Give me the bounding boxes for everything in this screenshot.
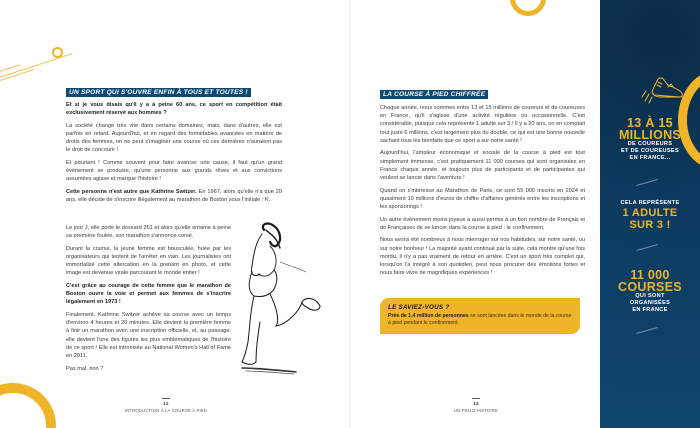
closing-line: Pas mal, non ? <box>66 365 104 372</box>
runner-illustration <box>236 222 336 378</box>
stat-caption: ORGANISÉES <box>629 300 671 306</box>
right-text <box>380 104 585 282</box>
footer-right <box>436 398 516 413</box>
paragraph: Aujourd'hui, l'ampleur économique et sociale de la course à pied est tout simplement immense, c'est pratiquement 11 000 courses qui sont organisées en France chaque année, et toujours plus de participants et de participantes qui veulent se lancer dans l'aventure ! <box>380 150 585 182</box>
page-number: 13 <box>473 401 479 406</box>
callout-bold: Près de 1,4 million de personnes <box>388 313 469 319</box>
footer-dash <box>472 398 480 399</box>
running-title: INTRODUCTION À LA COURSE À PIED <box>124 408 208 413</box>
callout-text: se sont lancées dans le monde de la course à pied pendant le confinement. <box>388 313 572 327</box>
separator-line <box>636 327 657 334</box>
paragraph: Chaque année, nous sommes entre 13 et 15 millions de coureurs et de coureuses en France, qu'il s'agisse d'une activité régulière ou occasionnelle. C'est considérable, puisque cela représente 1 adulte sur 3 ! Il y a 20 ans, on en comptait tout juste 6 millions, c'est largement plus du double, ce qui est une bonne nouvelle sachant tous les bienfaits que ce sport a sur notre santé ! <box>380 105 585 144</box>
switzer-text: En 1967, alors qu'elle n'a que 20 ans, elle décide de s'inscrire illégalement au marathon de Boston sous l'initiale : K. <box>66 189 282 204</box>
stats-sidebar <box>600 0 700 428</box>
paragraph: Un autre évènement moins joyeux a aussi permis à un bon nombre de Français et de Françaises de se lancer dans la course à pied : le confinement. <box>380 216 585 231</box>
paragraph <box>66 188 282 204</box>
decorative-ring <box>52 47 63 58</box>
page-gutter <box>349 0 351 428</box>
stat-big: 11 000 <box>630 268 670 282</box>
callout-body <box>388 313 572 328</box>
section-title-right: LA COURSE À PIED CHIFFRÉE <box>380 90 488 99</box>
stat-big: 1 ADULTE <box>622 207 678 219</box>
decorative-ring <box>0 383 56 428</box>
running-title: UN PEU D'HISTOIRE <box>454 408 498 413</box>
switzer-bold: Cette personne n'est autre que Kathrine Switzer. <box>66 189 197 195</box>
paragraph: Le jour J, elle porte le dossard 261 et alors qu'elle entame à peine sa première foulée, son marathon s'annonce corsé. <box>66 225 231 240</box>
bold-paragraph: C'est grâce au courage de cette femme que le marathon de Boston ouvre la voie et permet aux femmes de s'inscrire légalement en 1973 ! <box>66 283 231 306</box>
separator-line <box>636 179 657 186</box>
paragraph: La société change très vite dans certains domaines, mais, dans d'autres, elle est parfois en retard. Aujourd'hui, et en regard des formidables avancées en matière de droits des femmes, on ne peut s'imaginer une course où ces dernières n'auraient pas le droit de concourir ! <box>66 122 282 154</box>
running-shoe-icon <box>640 75 685 107</box>
paragraph: Durant la course, la jeune femme est bousculée, huée par les organisateurs qui tentent de l'arrêter en vain. Les journalistes ont immortalisé cette altercation en la prenant en photo, et cette image est devenue virale parcourant le monde entier ! <box>66 245 231 277</box>
stat-caption: DE COUREURS <box>627 141 673 147</box>
stat-races <box>600 269 700 314</box>
left-text-top <box>66 101 282 209</box>
page-number: 12 <box>163 401 169 406</box>
footer-left <box>116 398 216 413</box>
section-title-left: UN SPORT QUI S'OUVRE ENFIN À TOUS ET TOUTES ! <box>66 88 251 97</box>
callout-title: LE SAVIEZ-VOUS ? <box>388 304 450 311</box>
stat-big: COURSES <box>618 280 682 294</box>
stat-big: MILLIONS <box>618 128 682 142</box>
footer-dash <box>162 398 170 399</box>
paragraph: Finalement, Kathrine Switzer achève sa course avec un temps d'environ 4 heures et 20 minutes. Elle devient la première femme à finir un marathon avec une inscription officielle, et, au passage, elle devient l'une des figures les plus emblématiques de l'histoire de ce sport ! Elle est intronisée au National Women's Hall of Fame en 2011. <box>66 312 231 360</box>
stat-adults <box>600 200 700 231</box>
did-you-know-callout <box>380 298 580 334</box>
left-text-narrow <box>66 224 231 377</box>
stat-caption: ET DE COUREUSES <box>621 148 679 154</box>
stat-runners <box>600 117 700 162</box>
stat-caption: EN FRANCE... <box>629 155 671 161</box>
lead-question: Et si je vous disais qu'il y a à peine 60 ans, ce sport en compétition était exclusivement réservé aux hommes ? <box>66 102 282 117</box>
paragraph: Quand on s'intéresse au Marathon de Paris, ce sont 55 000 inscrits en 2024 et quasiment 10 millions d'euros de chiffre d'affaires générés entre les inscriptions et les sponsorings ! <box>380 187 585 211</box>
stat-caption: CELA REPRÉSENTE <box>620 200 680 206</box>
decorative-ring <box>510 0 546 16</box>
paragraph: Et pourtant ! Comme souvent pour faire avancer une cause, il faut qu'un grand évènement se produise, qu'une personne aux grands rêves et aux convictions assumées agisse et marque l'histoire ! <box>66 160 282 183</box>
stat-caption: EN FRANCE <box>632 307 668 313</box>
stat-caption: QUI SONT <box>635 293 665 299</box>
paragraph: Nous avons été nombreux à nous interroger sur nos habitudes, sur notre santé, ou sur notre bonheur ! La majorité ayant continué par la suite, cela montre qu'une fois mordu, il n'y a pas vraiment de retour en arrière. C'est un sport très complet qui, lorsqu'on l'a intégré à son quotidien, peut nous procurer des émotions fortes et nous faire vivre de magnifiques expériences ! <box>380 237 585 277</box>
stat-big: SUR 3 ! <box>629 219 671 231</box>
separator-line <box>636 244 657 251</box>
stat-big: 13 À 15 <box>627 116 673 130</box>
